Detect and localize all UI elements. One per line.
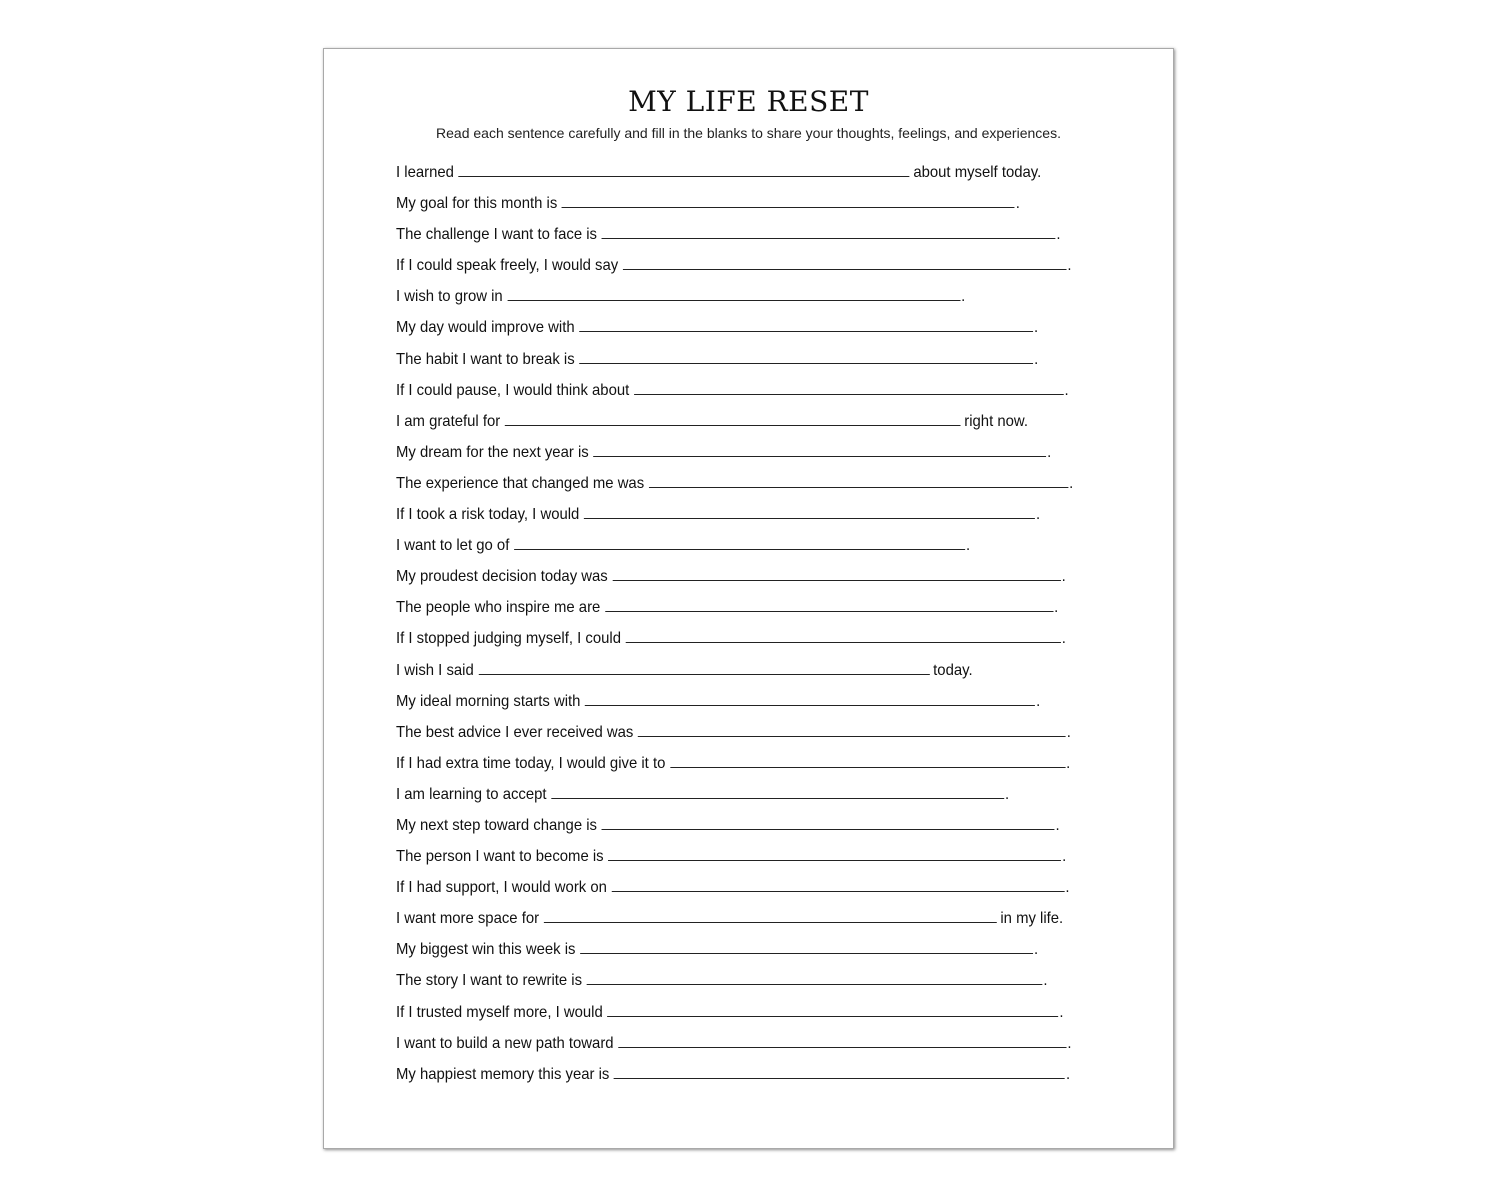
prompt-line xyxy=(396,660,1073,691)
answer-blank[interactable] xyxy=(602,224,1056,239)
prompt-text: My happiest memory this year is xyxy=(396,1065,610,1083)
prompt-ending: . xyxy=(1066,754,1071,772)
prompt-list xyxy=(396,162,1124,1095)
prompt-ending: right now. xyxy=(964,412,1028,430)
worksheet-page xyxy=(323,48,1174,1149)
answer-blank[interactable] xyxy=(551,784,1004,799)
prompt-line xyxy=(396,908,1073,939)
answer-blank[interactable] xyxy=(614,1064,1065,1079)
prompt-text: If I stopped judging myself, I could xyxy=(396,630,621,648)
prompt-text: If I could pause, I would think about xyxy=(396,381,630,399)
prompt-line xyxy=(396,317,1073,348)
answer-blank[interactable] xyxy=(608,846,1061,861)
prompt-text: I wish I said xyxy=(396,661,474,679)
prompt-text: If I had extra time today, I would give it to xyxy=(396,754,666,772)
prompt-line xyxy=(396,722,1073,753)
answer-blank[interactable] xyxy=(587,970,1043,985)
prompt-text: I want to let go of xyxy=(396,537,510,555)
answer-blank[interactable] xyxy=(579,317,1033,332)
answer-blank[interactable] xyxy=(638,722,1066,737)
prompt-line xyxy=(396,1002,1073,1033)
prompt-ending: in my life. xyxy=(1000,910,1064,928)
prompt-ending: . xyxy=(1034,350,1039,368)
prompt-ending: . xyxy=(1061,630,1066,648)
prompt-ending: . xyxy=(1067,257,1072,275)
prompt-line xyxy=(396,224,1073,255)
answer-blank[interactable] xyxy=(649,473,1068,488)
prompt-line xyxy=(396,939,1073,970)
answer-blank[interactable] xyxy=(670,753,1065,768)
prompt-text: If I trusted myself more, I would xyxy=(396,1003,603,1021)
prompt-line xyxy=(396,753,1073,784)
answer-blank[interactable] xyxy=(623,255,1067,270)
prompt-text: My day would improve with xyxy=(396,319,575,337)
answer-blank[interactable] xyxy=(459,162,910,177)
answer-blank[interactable] xyxy=(505,411,961,426)
prompt-ending: . xyxy=(1005,785,1010,803)
answer-blank[interactable] xyxy=(584,504,1035,519)
prompt-text: I am learning to accept xyxy=(396,785,547,803)
prompt-line xyxy=(396,349,1073,380)
prompt-ending: . xyxy=(1055,816,1060,834)
prompt-text: The person I want to become is xyxy=(396,848,604,866)
prompt-line xyxy=(396,815,1073,846)
prompt-line xyxy=(396,380,1073,411)
answer-blank[interactable] xyxy=(612,877,1065,892)
prompt-line xyxy=(396,691,1073,722)
prompt-ending: . xyxy=(965,537,971,555)
prompt-ending: . xyxy=(1015,195,1020,213)
prompt-text: The story I want to rewrite is xyxy=(396,972,583,990)
prompt-line xyxy=(396,535,1073,566)
answer-blank[interactable] xyxy=(593,442,1046,457)
prompt-text: The people who inspire me are xyxy=(396,599,601,617)
answer-blank[interactable] xyxy=(507,286,960,301)
prompt-line xyxy=(396,970,1073,1001)
prompt-text: The best advice I ever received was xyxy=(396,723,634,741)
prompt-line xyxy=(396,255,1073,286)
prompt-text: My next step toward change is xyxy=(396,816,597,834)
prompt-line xyxy=(396,877,1073,908)
prompt-ending: . xyxy=(1069,474,1074,492)
prompt-line xyxy=(396,162,1073,193)
prompt-text: If I had support, I would work on xyxy=(396,879,607,897)
prompt-text: The habit I want to break is xyxy=(396,350,575,368)
prompt-text: I learned xyxy=(396,164,454,181)
answer-blank[interactable] xyxy=(544,908,997,923)
prompt-line xyxy=(396,1033,1073,1064)
answer-blank[interactable] xyxy=(580,939,1033,954)
prompt-text: If I took a risk today, I would xyxy=(396,506,580,524)
prompt-ending: . xyxy=(1064,381,1069,399)
prompt-text: My dream for the next year is xyxy=(396,443,589,461)
answer-blank[interactable] xyxy=(618,1033,1066,1048)
prompt-text: I wish to grow in xyxy=(396,288,503,306)
answer-blank[interactable] xyxy=(585,691,1035,706)
answer-blank[interactable] xyxy=(579,349,1033,364)
prompt-text: My biggest win this week is xyxy=(396,941,576,959)
prompt-ending: . xyxy=(1062,848,1067,866)
prompt-text: I want to build a new path toward xyxy=(396,1034,614,1052)
answer-blank[interactable] xyxy=(562,193,1015,208)
answer-blank[interactable] xyxy=(602,815,1055,830)
prompt-ending: . xyxy=(1036,692,1041,710)
answer-blank[interactable] xyxy=(514,535,965,550)
prompt-line xyxy=(396,846,1073,877)
prompt-text: I want more space for xyxy=(396,910,540,928)
answer-blank[interactable] xyxy=(605,597,1053,612)
prompt-ending: about myself today. xyxy=(913,164,1042,181)
prompt-text: My goal for this month is xyxy=(396,195,558,213)
instructions-text: Read each sentence carefully and fill in the blanks to share your thoughts, feelings, and experiences. xyxy=(436,125,1061,141)
prompt-ending: . xyxy=(1043,972,1048,990)
answer-blank[interactable] xyxy=(612,566,1060,581)
prompt-ending: . xyxy=(961,288,966,306)
answer-blank[interactable] xyxy=(478,660,929,675)
prompt-ending: . xyxy=(1061,568,1066,586)
prompt-line xyxy=(396,473,1073,504)
prompt-line xyxy=(396,504,1073,535)
answer-blank[interactable] xyxy=(626,628,1061,643)
prompt-ending: . xyxy=(1047,443,1052,461)
prompt-ending: . xyxy=(1066,723,1071,741)
prompt-ending: today. xyxy=(933,661,973,679)
prompt-ending: . xyxy=(1035,506,1041,524)
prompt-text: The experience that changed me was xyxy=(396,474,645,492)
prompt-text: My ideal morning starts with xyxy=(396,692,581,710)
prompt-line xyxy=(396,784,1073,815)
prompt-ending: . xyxy=(1065,1065,1071,1083)
prompt-ending: . xyxy=(1059,1003,1064,1021)
prompt-line xyxy=(396,286,1073,317)
prompt-text: The challenge I want to face is xyxy=(396,226,597,244)
prompt-ending: . xyxy=(1065,879,1070,897)
prompt-ending: . xyxy=(1056,226,1061,244)
prompt-line xyxy=(396,1064,1073,1095)
prompt-line xyxy=(396,566,1073,597)
prompt-ending: . xyxy=(1033,941,1039,959)
prompt-ending: . xyxy=(1067,1034,1072,1052)
prompt-line xyxy=(396,597,1073,628)
prompt-text: My proudest decision today was xyxy=(396,568,608,586)
prompt-line xyxy=(396,628,1073,659)
prompt-line xyxy=(396,411,1073,442)
prompt-text: I am grateful for xyxy=(396,412,501,430)
prompt-text: If I could speak freely, I would say xyxy=(396,257,619,275)
prompt-ending: . xyxy=(1054,599,1059,617)
prompt-line xyxy=(396,193,1073,224)
answer-blank[interactable] xyxy=(634,380,1064,395)
prompt-line xyxy=(396,442,1073,473)
answer-blank[interactable] xyxy=(607,1002,1058,1017)
prompt-ending: . xyxy=(1034,319,1039,337)
page-title: MY LIFE RESET xyxy=(628,85,869,118)
